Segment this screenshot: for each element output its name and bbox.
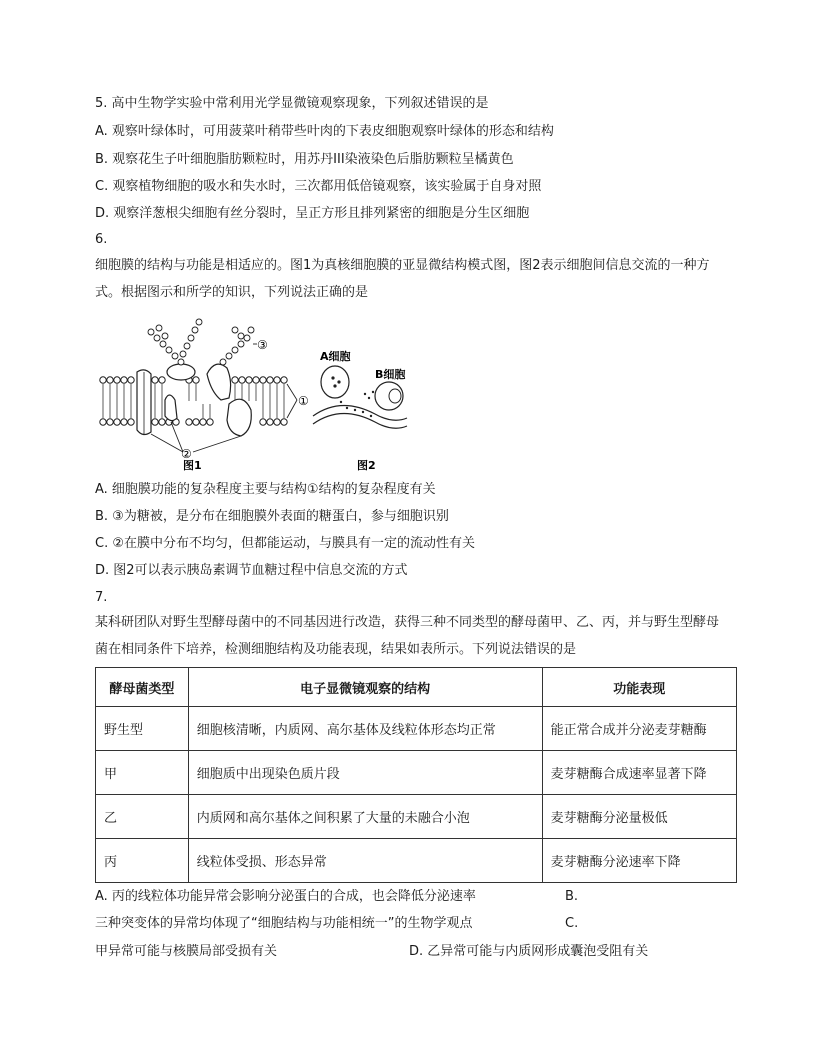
label-3: ③ (257, 338, 268, 352)
table-cell: 细胞质中出现染色质片段 (188, 751, 542, 795)
q7-stem: 某科研团队对野生型酵母菌中的不同基因进行改造，获得三种不同类型的酵母菌甲、乙、丙，并与野生型酵母菌在相同条件下培养，检测细胞结构及功能表现，结果如表所示。下列说法错误的是 (95, 615, 720, 657)
table-cell: 细胞核清晰，内质网、高尔基体及线粒体形态均正常 (188, 707, 542, 751)
cell-b-label: B细胞 (375, 368, 406, 381)
table-cell: 乙 (96, 795, 189, 839)
q7-option-c-marker: C. (565, 916, 579, 931)
q5-option-c: C. 观察植物细胞的吸水和失水时，三次都用低倍镜观察，该实验属于自身对照 (95, 179, 542, 194)
table-header-structure: 电子显微镜观察的结构 (188, 668, 542, 707)
table-cell: 麦芽糖酶合成速率显著下降 (542, 751, 736, 795)
q6-stem: 细胞膜的结构与功能是相适应的。图1为真核细胞膜的亚显微结构模式图，图2表示细胞间信息交流的一种方式。根据图示和所学的知识，下列说法正确的是 (95, 258, 710, 300)
table-header-row (96, 668, 737, 707)
q7-option-b-text: 三种突变体的异常均体现了“细胞结构与功能相统一”的生物学观点 (95, 916, 473, 931)
table-cell: 甲 (96, 751, 189, 795)
q5-option-d: D. 观察洋葱根尖细胞有丝分裂时，呈正方形且排列紧密的细胞是分生区细胞 (95, 206, 530, 221)
table-cell: 内质网和高尔基体之间积累了大量的未融合小泡 (188, 795, 542, 839)
table-header-function: 功能表现 (542, 668, 736, 707)
q7-option-b-marker: B. (565, 889, 579, 904)
label-2: ② (181, 447, 192, 461)
table-row (96, 751, 737, 795)
q7-number: 7. (95, 590, 108, 605)
label-1: ① (298, 394, 309, 408)
table-cell: 野生型 (96, 707, 189, 751)
q7-option-a: A. 丙的线粒体功能异常会影响分泌蛋白的合成，也会降低分泌速率 (95, 889, 476, 904)
q6-number: 6. (95, 232, 108, 247)
caption-fig2: 图2 (357, 459, 376, 472)
table-cell: 能正常合成并分泌麦芽糖酶 (542, 707, 736, 751)
table-cell: 丙 (96, 839, 189, 883)
q5-option-a: A. 观察叶绿体时，可用菠菜叶稍带些叶肉的下表皮细胞观察叶绿体的形态和结构 (95, 124, 554, 139)
q7-option-d: D. 乙异常可能与内质网形成囊泡受阻有关 (409, 944, 649, 959)
table-row (96, 707, 737, 751)
table-row (96, 795, 737, 839)
table-cell: 线粒体受损、形态异常 (188, 839, 542, 883)
table-header-type: 酵母菌类型 (96, 668, 189, 707)
q5-stem: 5. 高中生物学实验中常利用光学显微镜观察现象，下列叙述错误的是 (95, 96, 489, 111)
table-row (96, 839, 737, 883)
table-cell: 麦芽糖酶分泌量极低 (542, 795, 736, 839)
q5-option-b: B. 观察花生子叶细胞脂肪颗粒时，用苏丹III染液染色后脂肪颗粒呈橘黄色 (95, 152, 514, 167)
membrane-figure (95, 312, 425, 472)
q6-option-a: A. 细胞膜功能的复杂程度主要与结构①结构的复杂程度有关 (95, 482, 436, 497)
q6-option-b: B. ③为糖被，是分布在细胞膜外表面的糖蛋白，参与细胞识别 (95, 509, 449, 524)
table-cell: 麦芽糖酶分泌速率下降 (542, 839, 736, 883)
figure2-cells (313, 349, 407, 472)
q6-option-c: C. ②在膜中分布不均匀，但都能运动，与膜具有一定的流动性有关 (95, 536, 475, 551)
q7-option-c-text: 甲异常可能与核膜局部受损有关 (95, 944, 278, 959)
cell-a-label: A细胞 (320, 350, 351, 363)
caption-fig1: 图1 (183, 459, 202, 472)
yeast-results-table (95, 667, 737, 883)
figure1-membrane (100, 319, 309, 472)
q6-option-d: D. 图2可以表示胰岛素调节血糖过程中信息交流的方式 (95, 563, 408, 578)
